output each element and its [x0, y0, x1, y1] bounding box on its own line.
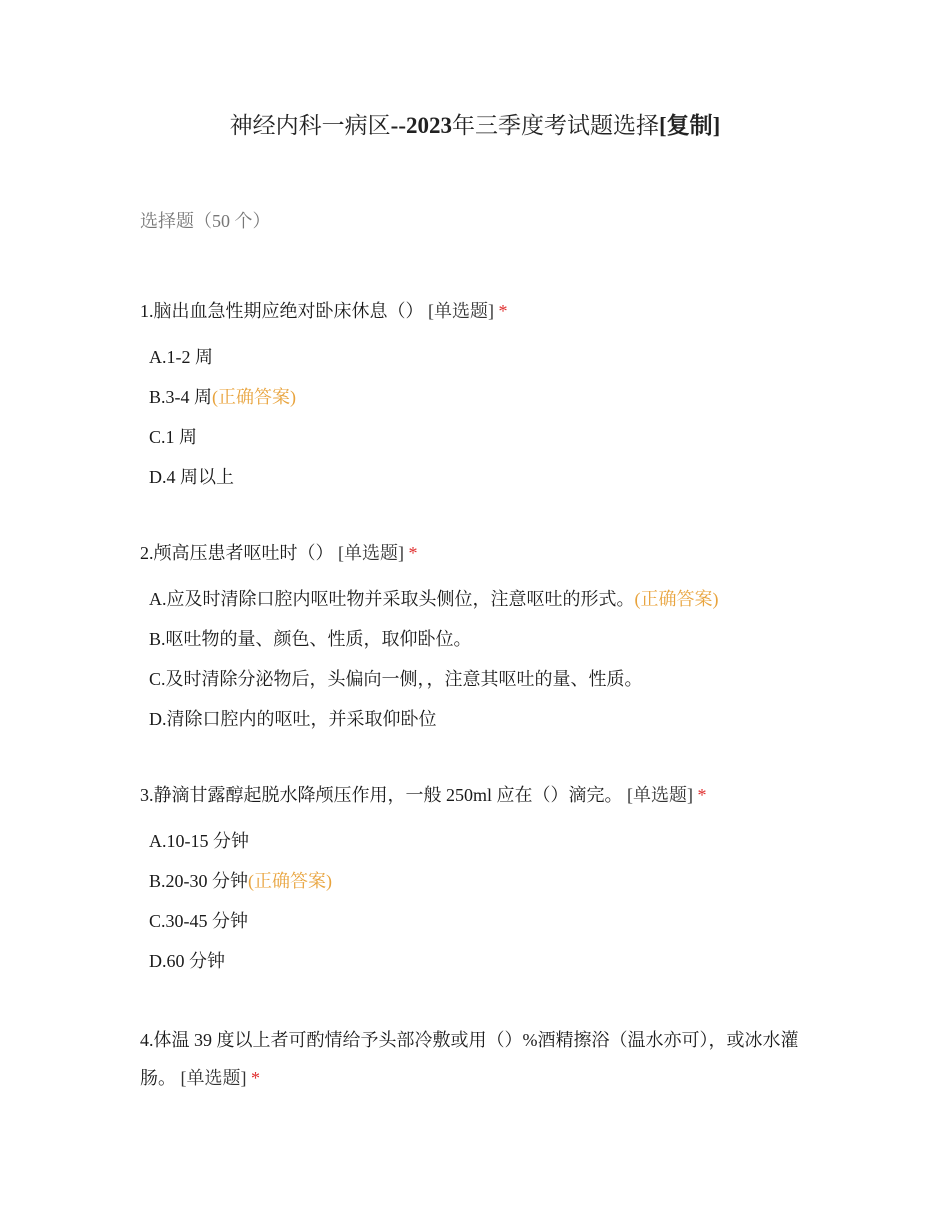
question-text: 1.脑出血急性期应绝对卧床休息（）	[140, 301, 424, 321]
question-type: [单选题]	[428, 301, 494, 321]
option-text: B.3-4 周	[149, 387, 212, 407]
option-1b	[149, 383, 296, 411]
question-type: [单选题]	[627, 785, 693, 805]
question-type: [单选题]	[180, 1068, 247, 1088]
option-3b	[149, 867, 332, 895]
option-2d	[149, 705, 437, 733]
option-text: D.4 周以上	[149, 467, 234, 487]
option-1c	[149, 423, 197, 451]
question-type: [单选题]	[338, 543, 404, 563]
option-text: C.1 周	[149, 427, 198, 447]
required-mark: *	[697, 785, 707, 805]
section-label: 选择题（50 个）	[140, 211, 271, 231]
title-part1: 神经内科一病区	[229, 113, 391, 138]
question-1	[140, 296, 820, 326]
option-3a	[149, 827, 249, 855]
option-1d	[149, 463, 234, 491]
option-text: D.60 分钟	[149, 951, 225, 971]
option-text: B.呕吐物的量、颜色、性质，取仰卧位。	[149, 629, 472, 649]
question-text: 4.体温 39 度以上者可酌情给予头部冷敷或用（）%酒精擦浴（温水亦可），或冰水灌肠。	[140, 1030, 799, 1088]
title-sep: --2023	[390, 113, 452, 138]
option-2c	[149, 665, 643, 693]
option-text: A.1-2 周	[149, 347, 213, 367]
option-2a	[149, 585, 719, 613]
option-3c	[149, 907, 248, 935]
page-title	[0, 110, 950, 142]
question-2	[140, 538, 820, 568]
correct-answer-tag: (正确答案)	[248, 871, 332, 891]
option-text: C.及时清除分泌物后，头偏向一侧，，注意其呕吐的量、性质。	[149, 669, 643, 689]
required-mark: *	[498, 301, 508, 321]
option-1a	[149, 343, 213, 371]
option-text: D.清除口腔内的呕吐，并采取仰卧位	[149, 709, 437, 729]
required-mark: *	[408, 543, 418, 563]
question-3	[140, 780, 820, 810]
option-3d	[149, 947, 225, 975]
question-4	[140, 1021, 812, 1097]
title-part2: 年三季度考试题选择	[452, 113, 659, 138]
correct-answer-tag: (正确答案)	[634, 589, 719, 609]
question-text: 2.颅高压患者呕吐时（）	[140, 543, 334, 563]
option-text: C.30-45 分钟	[149, 911, 248, 931]
option-2b	[149, 625, 472, 653]
option-text: A.10-15 分钟	[149, 831, 249, 851]
question-text: 3.静滴甘露醇起脱水降颅压作用，一般 250ml 应在（）滴完。	[140, 785, 623, 805]
correct-answer-tag: (正确答案)	[212, 387, 296, 407]
title-bracket: [复制]	[659, 113, 721, 138]
option-text: B.20-30 分钟	[149, 871, 248, 891]
option-text: A.应及时清除口腔内呕吐物并采取头侧位，注意呕吐的形式。	[149, 589, 635, 609]
required-mark: *	[251, 1068, 260, 1088]
